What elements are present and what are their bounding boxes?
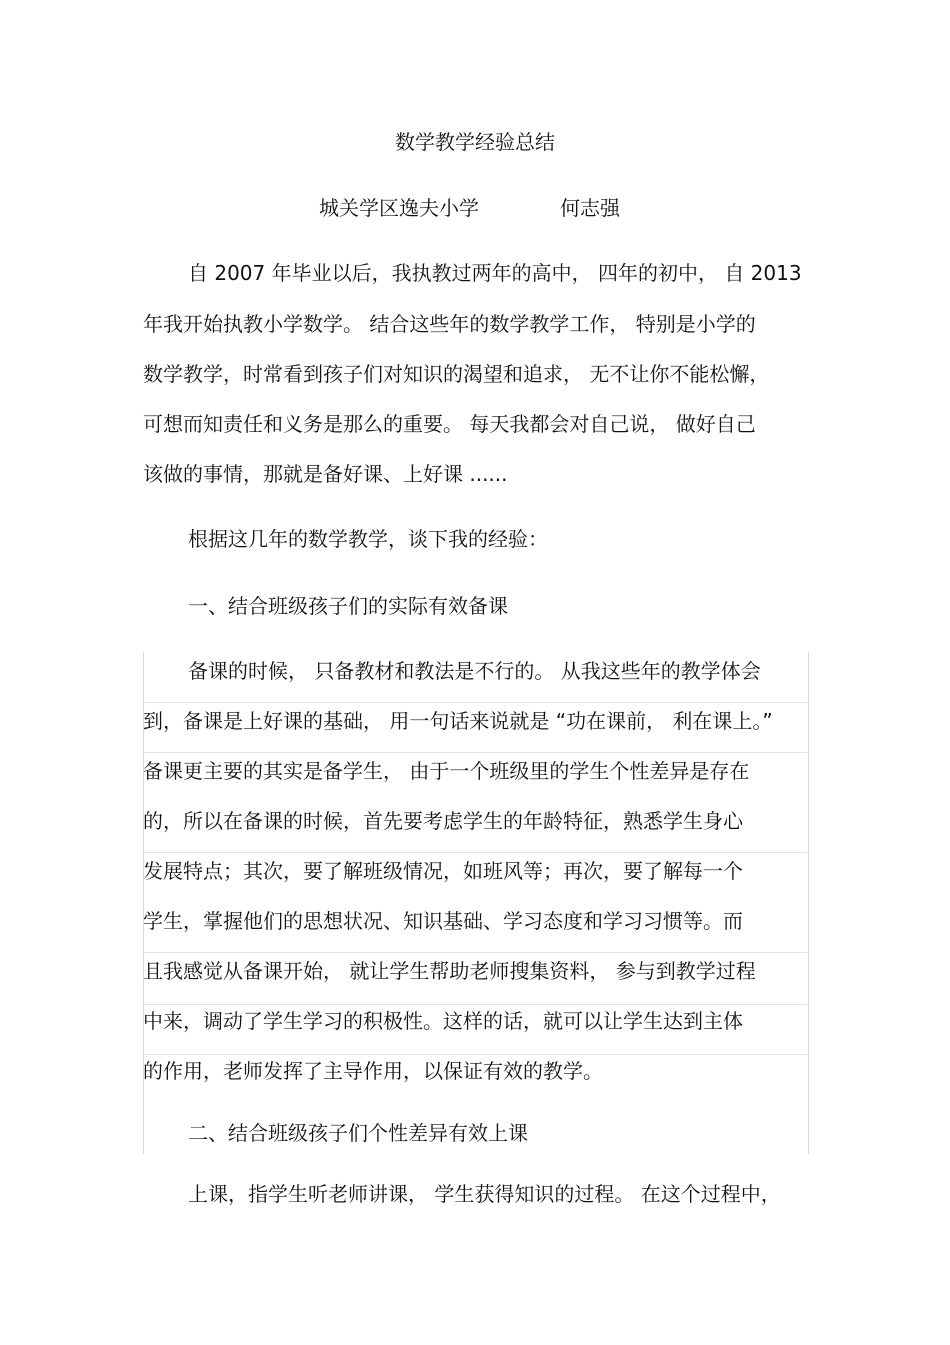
section1-line: 备课的时候， 只备教材和教法是不行的。 从我这些年的教学体会 xyxy=(188,659,761,683)
section2-line: 上课，指学生听老师讲课， 学生获得知识的过程。 在这个过程中， xyxy=(188,1182,781,1206)
section1-line: 中来，调动了学生学习的积极性。这样的话，就可以让学生达到主体 xyxy=(143,1009,743,1033)
frame-divider xyxy=(143,702,807,703)
document-title: 数学教学经验总结 xyxy=(395,130,555,154)
intro-line: 数学教学，时常看到孩子们对知识的渴望和追求， 无不让你不能松懈， xyxy=(143,362,770,386)
frame-divider xyxy=(143,1004,807,1005)
lead-in-text: 根据这几年的数学教学，谈下我的经验： xyxy=(188,527,548,551)
section1-line: 的作用，老师发挥了主导作用，以保证有效的教学。 xyxy=(143,1059,603,1083)
section-heading: 二、结合班级孩子们个性差异有效上课 xyxy=(188,1121,528,1145)
frame-divider xyxy=(143,1054,807,1055)
byline-school: 城关学区逸夫小学 xyxy=(319,196,479,220)
section1-line: 发展特点；其次，要了解班级情况，如班风等；再次，要了解每一个 xyxy=(143,859,743,883)
intro-line: 年我开始执教小学数学。 结合这些年的数学教学工作， 特别是小学的 xyxy=(143,312,756,336)
section-heading: 一、结合班级孩子们的实际有效备课 xyxy=(188,594,508,618)
byline-author: 何志强 xyxy=(560,196,620,220)
section1-line: 学生，掌握他们的思想状况、知识基础、学习态度和学习习惯等。而 xyxy=(143,909,743,933)
frame-divider xyxy=(143,852,807,853)
frame-divider xyxy=(143,752,807,753)
section1-line: 的，所以在备课的时候，首先要考虑学生的年龄特征，熟悉学生身心 xyxy=(143,809,743,833)
section1-line: 到，备课是上好课的基础， 用一句话来说就是 “功在课前， 利在课上。” xyxy=(143,709,773,733)
intro-line: 该做的事情，那就是备好课、上好课 ...... xyxy=(143,462,508,486)
intro-line: 自 2007 年毕业以后，我执教过两年的高中， 四年的初中， 自 2013 xyxy=(188,261,802,285)
frame-divider xyxy=(143,952,807,953)
section1-line: 备课更主要的其实是备学生， 由于一个班级里的学生个性差异是存在 xyxy=(143,759,750,783)
section1-line: 且我感觉从备课开始， 就让学生帮助老师搜集资料， 参与到教学过程 xyxy=(143,959,756,983)
intro-line: 可想而知责任和义务是那么的重要。 每天我都会对自己说， 做好自己 xyxy=(143,412,756,436)
